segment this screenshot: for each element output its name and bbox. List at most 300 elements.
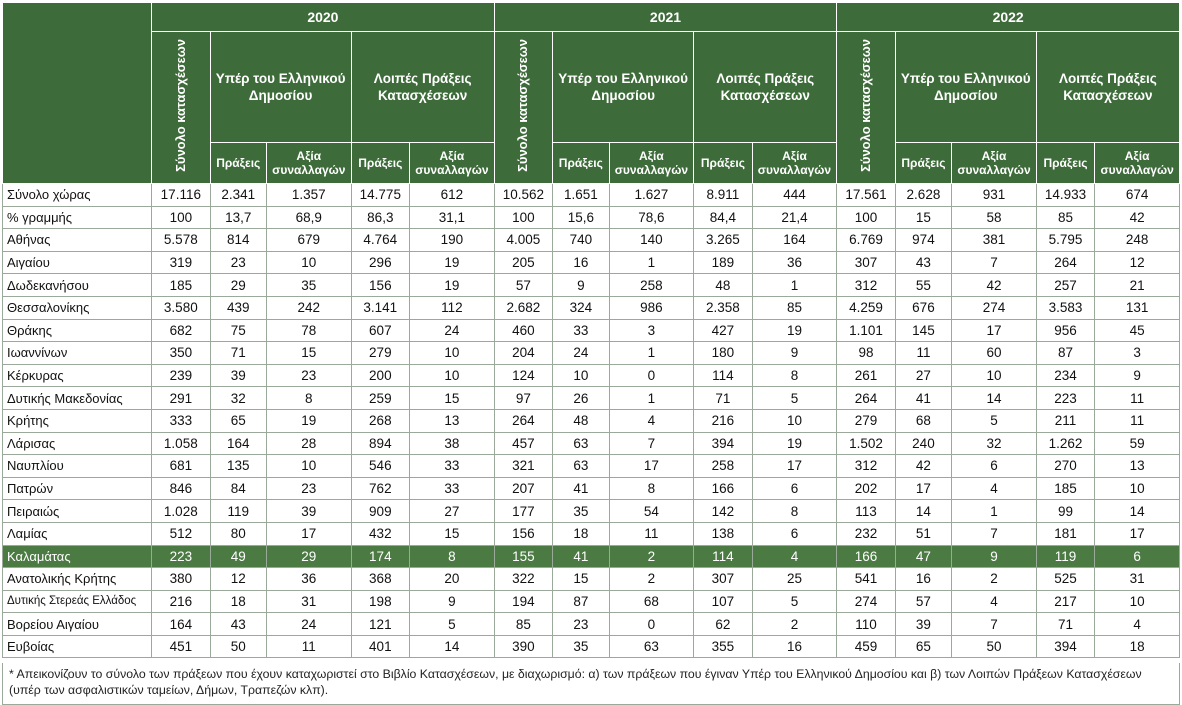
table-cell: 19 — [410, 274, 495, 297]
table-cell: 291 — [152, 387, 210, 410]
table-cell: 10 — [1095, 477, 1180, 500]
table-cell: 322 — [494, 568, 552, 591]
table-cell: 1 — [609, 387, 694, 410]
table-cell: 17.561 — [837, 184, 895, 207]
table-cell: 33 — [410, 477, 495, 500]
table-cell: 26 — [553, 387, 609, 410]
table-cell: 368 — [351, 568, 409, 591]
table-cell: 35 — [553, 635, 609, 658]
table-cell: 39 — [210, 364, 266, 387]
table-cell: 0 — [609, 364, 694, 387]
table-cell: 14 — [952, 387, 1037, 410]
table-cell: 258 — [694, 455, 752, 478]
table-row — [3, 522, 1180, 545]
table-cell: 21 — [1095, 274, 1180, 297]
table-cell: 14 — [1095, 500, 1180, 523]
table-cell: 223 — [152, 545, 210, 568]
row-label: Ευβοίας — [3, 635, 152, 658]
table-cell: 23 — [266, 477, 351, 500]
table-cell: 319 — [152, 251, 210, 274]
value-subheader: Αξία συναλλαγών — [1095, 143, 1180, 184]
row-label: Αθήνας — [3, 229, 152, 252]
table-cell: 99 — [1036, 500, 1094, 523]
table-row — [3, 613, 1180, 636]
table-cell: 2 — [609, 568, 694, 591]
table-cell: 259 — [351, 387, 409, 410]
table-cell: 121 — [351, 613, 409, 636]
table-cell: 264 — [1036, 251, 1094, 274]
table-cell: 71 — [210, 342, 266, 365]
row-label: Πατρών — [3, 477, 152, 500]
table-cell: 18 — [553, 522, 609, 545]
table-cell: 36 — [752, 251, 837, 274]
table-cell: 24 — [410, 319, 495, 342]
table-cell: 21,4 — [752, 206, 837, 229]
table-cell: 27 — [410, 500, 495, 523]
table-cell: 274 — [837, 590, 895, 613]
acts-subheader: Πράξεις — [553, 143, 609, 184]
table-cell: 512 — [152, 522, 210, 545]
table-cell: 3 — [1095, 342, 1180, 365]
table-cell: 124 — [494, 364, 552, 387]
table-cell: 279 — [837, 409, 895, 432]
table-cell: 15 — [895, 206, 951, 229]
table-cell: 50 — [952, 635, 1037, 658]
table-cell: 10 — [410, 364, 495, 387]
table-cell: 75 — [210, 319, 266, 342]
table-cell: 29 — [266, 545, 351, 568]
table-cell: 5 — [410, 613, 495, 636]
table-cell: 87 — [1036, 342, 1094, 365]
row-label: Δωδεκανήσου — [3, 274, 152, 297]
table-row — [3, 477, 1180, 500]
table-cell: 451 — [152, 635, 210, 658]
table-row — [3, 206, 1180, 229]
table-cell: 258 — [609, 274, 694, 297]
table-cell: 57 — [895, 590, 951, 613]
table-cell: 107 — [694, 590, 752, 613]
table-cell: 23 — [553, 613, 609, 636]
table-cell: 1.651 — [553, 184, 609, 207]
acts-subheader: Πράξεις — [895, 143, 951, 184]
table-cell: 71 — [1036, 613, 1094, 636]
table-cell: 10.562 — [494, 184, 552, 207]
table-cell: 4 — [1095, 613, 1180, 636]
table-cell: 17 — [1095, 522, 1180, 545]
table-cell: 19 — [266, 409, 351, 432]
table-cell: 3 — [609, 319, 694, 342]
table-cell: 10 — [1095, 590, 1180, 613]
table-cell: 131 — [1095, 296, 1180, 319]
other-group-header: Λοιπές Πράξεις Κατασχέσεων — [694, 32, 837, 143]
table-cell: 32 — [952, 432, 1037, 455]
table-cell: 11 — [895, 342, 951, 365]
table-cell: 78,6 — [609, 206, 694, 229]
table-row — [3, 319, 1180, 342]
table-cell: 4.005 — [494, 229, 552, 252]
row-label: Κέρκυρας — [3, 364, 152, 387]
table-cell: 986 — [609, 296, 694, 319]
table-cell: 31 — [266, 590, 351, 613]
table-cell: 19 — [752, 432, 837, 455]
table-cell: 9 — [1095, 364, 1180, 387]
table-cell: 19 — [410, 251, 495, 274]
table-row — [3, 590, 1180, 613]
state-group-header: Υπέρ του Ελληνικού Δημοσίου — [895, 32, 1036, 143]
table-cell: 60 — [952, 342, 1037, 365]
table-cell: 682 — [152, 319, 210, 342]
table-cell: 204 — [494, 342, 552, 365]
table-cell: 279 — [351, 342, 409, 365]
table-cell: 5.795 — [1036, 229, 1094, 252]
table-cell: 974 — [895, 229, 951, 252]
table-cell: 164 — [210, 432, 266, 455]
table-cell: 110 — [837, 613, 895, 636]
table-cell: 457 — [494, 432, 552, 455]
year-header-2020: 2020 — [152, 3, 495, 32]
table-cell: 140 — [609, 229, 694, 252]
table-cell: 4 — [609, 409, 694, 432]
table-cell: 2.682 — [494, 296, 552, 319]
acts-subheader: Πράξεις — [694, 143, 752, 184]
table-row — [3, 455, 1180, 478]
table-cell: 6 — [952, 455, 1037, 478]
table-cell: 39 — [266, 500, 351, 523]
table-cell: 17 — [609, 455, 694, 478]
table-cell: 33 — [410, 455, 495, 478]
table-cell: 177 — [494, 500, 552, 523]
table-cell: 10 — [553, 364, 609, 387]
row-label: Ιωαννίνων — [3, 342, 152, 365]
table-cell: 546 — [351, 455, 409, 478]
table-cell: 100 — [152, 206, 210, 229]
table-cell: 42 — [952, 274, 1037, 297]
table-cell: 380 — [152, 568, 210, 591]
table-cell: 185 — [1036, 477, 1094, 500]
table-cell: 27 — [895, 364, 951, 387]
table-cell: 200 — [351, 364, 409, 387]
table-row — [3, 432, 1180, 455]
table-cell: 355 — [694, 635, 752, 658]
table-row — [3, 342, 1180, 365]
table-cell: 3.265 — [694, 229, 752, 252]
header-corner — [3, 3, 152, 184]
table-cell: 679 — [266, 229, 351, 252]
row-label: Δυτικής Μακεδονίας — [3, 387, 152, 410]
table-cell: 7 — [609, 432, 694, 455]
table-cell: 10 — [952, 364, 1037, 387]
acts-subheader: Πράξεις — [1036, 143, 1094, 184]
table-cell: 909 — [351, 500, 409, 523]
row-label: Καλαμάτας — [3, 545, 152, 568]
table-cell: 17 — [266, 522, 351, 545]
table-cell: 740 — [553, 229, 609, 252]
table-cell: 97 — [494, 387, 552, 410]
table-cell: 4 — [952, 590, 1037, 613]
table-cell: 11 — [609, 522, 694, 545]
table-cell: 38 — [410, 432, 495, 455]
table-cell: 15 — [553, 568, 609, 591]
table-cell: 166 — [694, 477, 752, 500]
value-subheader: Αξία συναλλαγών — [266, 143, 351, 184]
footnote: * Απεικονίζουν το σύνολο των πράξεων που έχουν καταχωριστεί στο Βιβλίο Κατασχέσεων, με διαχωρισμό: α) των πράξεων που έγιναν Υπέρ του Ελληνικού Δημοσίου και β) των Λοιπών Πράξεων Κατασχέσεων (υπέρ των ασφαλιστικών ταμείων, Δήμων, Τραπεζών κλπ). — [2, 663, 1180, 705]
table-cell: 4 — [752, 545, 837, 568]
table-cell: 223 — [1036, 387, 1094, 410]
table-cell: 15 — [266, 342, 351, 365]
table-cell: 217 — [1036, 590, 1094, 613]
seizures-table — [2, 2, 1180, 658]
table-cell: 444 — [752, 184, 837, 207]
table-cell: 350 — [152, 342, 210, 365]
table-cell: 2 — [952, 568, 1037, 591]
table-cell: 49 — [210, 545, 266, 568]
table-cell: 156 — [351, 274, 409, 297]
table-cell: 57 — [494, 274, 552, 297]
table-cell: 41 — [553, 545, 609, 568]
table-cell: 15 — [410, 387, 495, 410]
table-cell: 45 — [1095, 319, 1180, 342]
table-cell: 8 — [410, 545, 495, 568]
table-cell: 1.627 — [609, 184, 694, 207]
row-label: Ναυπλίου — [3, 455, 152, 478]
table-row — [3, 251, 1180, 274]
table-cell: 394 — [1036, 635, 1094, 658]
table-cell: 541 — [837, 568, 895, 591]
table-cell: 460 — [494, 319, 552, 342]
table-cell: 190 — [410, 229, 495, 252]
table-cell: 439 — [210, 296, 266, 319]
table-cell: 1 — [609, 251, 694, 274]
table-cell: 24 — [266, 613, 351, 636]
table-cell: 1 — [752, 274, 837, 297]
table-cell: 58 — [952, 206, 1037, 229]
table-cell: 84,4 — [694, 206, 752, 229]
table-cell: 8 — [609, 477, 694, 500]
table-cell: 25 — [752, 568, 837, 591]
table-cell: 41 — [553, 477, 609, 500]
table-row — [3, 409, 1180, 432]
total-seizures-header: Σύνολο κατασχέσεων — [837, 32, 895, 184]
table-cell: 307 — [837, 251, 895, 274]
table-cell: 32 — [210, 387, 266, 410]
table-cell: 8 — [752, 500, 837, 523]
table-cell: 10 — [266, 455, 351, 478]
table-cell: 156 — [494, 522, 552, 545]
table-cell: 84 — [210, 477, 266, 500]
table-cell: 401 — [351, 635, 409, 658]
table-cell: 674 — [1095, 184, 1180, 207]
table-cell: 14.775 — [351, 184, 409, 207]
value-subheader: Αξία συναλλαγών — [609, 143, 694, 184]
row-label: Δυτικής Στερεάς Ελλάδος — [3, 590, 152, 613]
table-cell: 3.583 — [1036, 296, 1094, 319]
table-header — [3, 3, 1180, 184]
table-cell: 13,7 — [210, 206, 266, 229]
table-cell: 42 — [1095, 206, 1180, 229]
table-cell: 312 — [837, 455, 895, 478]
table-cell: 87 — [553, 590, 609, 613]
table-cell: 100 — [494, 206, 552, 229]
table-row — [3, 500, 1180, 523]
table-cell: 166 — [837, 545, 895, 568]
table-cell: 35 — [553, 500, 609, 523]
table-cell: 17 — [895, 477, 951, 500]
table-cell: 16 — [752, 635, 837, 658]
table-cell: 2 — [752, 613, 837, 636]
table-row — [3, 229, 1180, 252]
table-cell: 931 — [952, 184, 1037, 207]
table-cell: 174 — [351, 545, 409, 568]
table-cell: 4.259 — [837, 296, 895, 319]
table-cell: 202 — [837, 477, 895, 500]
table-row — [3, 274, 1180, 297]
table-cell: 6 — [752, 477, 837, 500]
table-cell: 63 — [553, 432, 609, 455]
table-row — [3, 568, 1180, 591]
table-cell: 8 — [266, 387, 351, 410]
table-cell: 9 — [952, 545, 1037, 568]
table-cell: 119 — [1036, 545, 1094, 568]
total-seizures-header: Σύνολο κατασχέσεων — [494, 32, 552, 184]
row-label: Βορείου Αιγαίου — [3, 613, 152, 636]
table-cell: 35 — [266, 274, 351, 297]
table-cell: 13 — [1095, 455, 1180, 478]
row-label: Λαμίας — [3, 522, 152, 545]
table-cell: 62 — [694, 613, 752, 636]
table-cell: 240 — [895, 432, 951, 455]
table-cell: 676 — [895, 296, 951, 319]
row-label: % γραμμής — [3, 206, 152, 229]
table-cell: 814 — [210, 229, 266, 252]
table-cell: 114 — [694, 545, 752, 568]
table-cell: 1 — [609, 342, 694, 365]
value-subheader: Αξία συναλλαγών — [952, 143, 1037, 184]
table-cell: 119 — [210, 500, 266, 523]
table-cell: 242 — [266, 296, 351, 319]
row-label: Αιγαίου — [3, 251, 152, 274]
table-cell: 43 — [210, 613, 266, 636]
table-cell: 10 — [410, 342, 495, 365]
table-cell: 68 — [609, 590, 694, 613]
table-cell: 10 — [752, 409, 837, 432]
table-cell: 232 — [837, 522, 895, 545]
table-cell: 4.764 — [351, 229, 409, 252]
table-cell: 274 — [952, 296, 1037, 319]
table-cell: 78 — [266, 319, 351, 342]
table-cell: 9 — [553, 274, 609, 297]
year-header-2021: 2021 — [494, 3, 837, 32]
year-header-2022: 2022 — [837, 3, 1180, 32]
table-cell: 20 — [410, 568, 495, 591]
table-cell: 65 — [895, 635, 951, 658]
row-label: Κρήτης — [3, 409, 152, 432]
table-cell: 5.578 — [152, 229, 210, 252]
table-cell: 15,6 — [553, 206, 609, 229]
table-cell: 3.141 — [351, 296, 409, 319]
table-cell: 11 — [266, 635, 351, 658]
table-cell: 63 — [609, 635, 694, 658]
table-cell: 51 — [895, 522, 951, 545]
value-subheader: Αξία συναλλαγών — [752, 143, 837, 184]
state-group-header: Υπέρ του Ελληνικού Δημοσίου — [210, 32, 351, 143]
table-cell: 307 — [694, 568, 752, 591]
table-cell: 1.058 — [152, 432, 210, 455]
acts-subheader: Πράξεις — [351, 143, 409, 184]
table-row — [3, 364, 1180, 387]
table-cell: 432 — [351, 522, 409, 545]
table-cell: 612 — [410, 184, 495, 207]
table-cell: 85 — [494, 613, 552, 636]
table-cell: 264 — [494, 409, 552, 432]
table-cell: 6 — [752, 522, 837, 545]
table-cell: 216 — [694, 409, 752, 432]
table-cell: 181 — [1036, 522, 1094, 545]
total-seizures-header: Σύνολο κατασχέσεων — [152, 32, 210, 184]
table-cell: 607 — [351, 319, 409, 342]
table-cell: 17 — [952, 319, 1037, 342]
table-cell: 1 — [952, 500, 1037, 523]
table-cell: 28 — [266, 432, 351, 455]
table-cell: 2.628 — [895, 184, 951, 207]
table-cell: 394 — [694, 432, 752, 455]
table-cell: 100 — [837, 206, 895, 229]
table-cell: 85 — [1036, 206, 1094, 229]
table-cell: 211 — [1036, 409, 1094, 432]
table-cell: 205 — [494, 251, 552, 274]
table-cell: 2 — [609, 545, 694, 568]
table-cell: 164 — [152, 613, 210, 636]
table-cell: 10 — [266, 251, 351, 274]
table-cell: 956 — [1036, 319, 1094, 342]
table-cell: 207 — [494, 477, 552, 500]
table-cell: 31,1 — [410, 206, 495, 229]
table-cell: 198 — [351, 590, 409, 613]
table-cell: 7 — [952, 522, 1037, 545]
table-row — [3, 635, 1180, 658]
table-cell: 5 — [952, 409, 1037, 432]
table-cell: 216 — [152, 590, 210, 613]
table-cell: 65 — [210, 409, 266, 432]
other-group-header: Λοιπές Πράξεις Κατασχέσεων — [351, 32, 494, 143]
table-cell: 36 — [266, 568, 351, 591]
table-cell: 68,9 — [266, 206, 351, 229]
table-cell: 324 — [553, 296, 609, 319]
table-cell: 15 — [410, 522, 495, 545]
row-label: Ανατολικής Κρήτης — [3, 568, 152, 591]
acts-subheader: Πράξεις — [210, 143, 266, 184]
table-cell: 321 — [494, 455, 552, 478]
table-cell: 138 — [694, 522, 752, 545]
table-cell: 2.341 — [210, 184, 266, 207]
table-cell: 135 — [210, 455, 266, 478]
table-cell: 14 — [410, 635, 495, 658]
table-cell: 16 — [895, 568, 951, 591]
table-cell: 98 — [837, 342, 895, 365]
table-cell: 29 — [210, 274, 266, 297]
row-label: Πειραιώς — [3, 500, 152, 523]
table-cell: 13 — [410, 409, 495, 432]
table-cell: 270 — [1036, 455, 1094, 478]
table-cell: 894 — [351, 432, 409, 455]
table-cell: 7 — [952, 251, 1037, 274]
table-cell: 18 — [1095, 635, 1180, 658]
table-cell: 1.101 — [837, 319, 895, 342]
table-cell: 63 — [553, 455, 609, 478]
row-label: Θράκης — [3, 319, 152, 342]
other-group-header: Λοιπές Πράξεις Κατασχέσεων — [1036, 32, 1179, 143]
table-row — [3, 296, 1180, 319]
table-cell: 11 — [1095, 387, 1180, 410]
